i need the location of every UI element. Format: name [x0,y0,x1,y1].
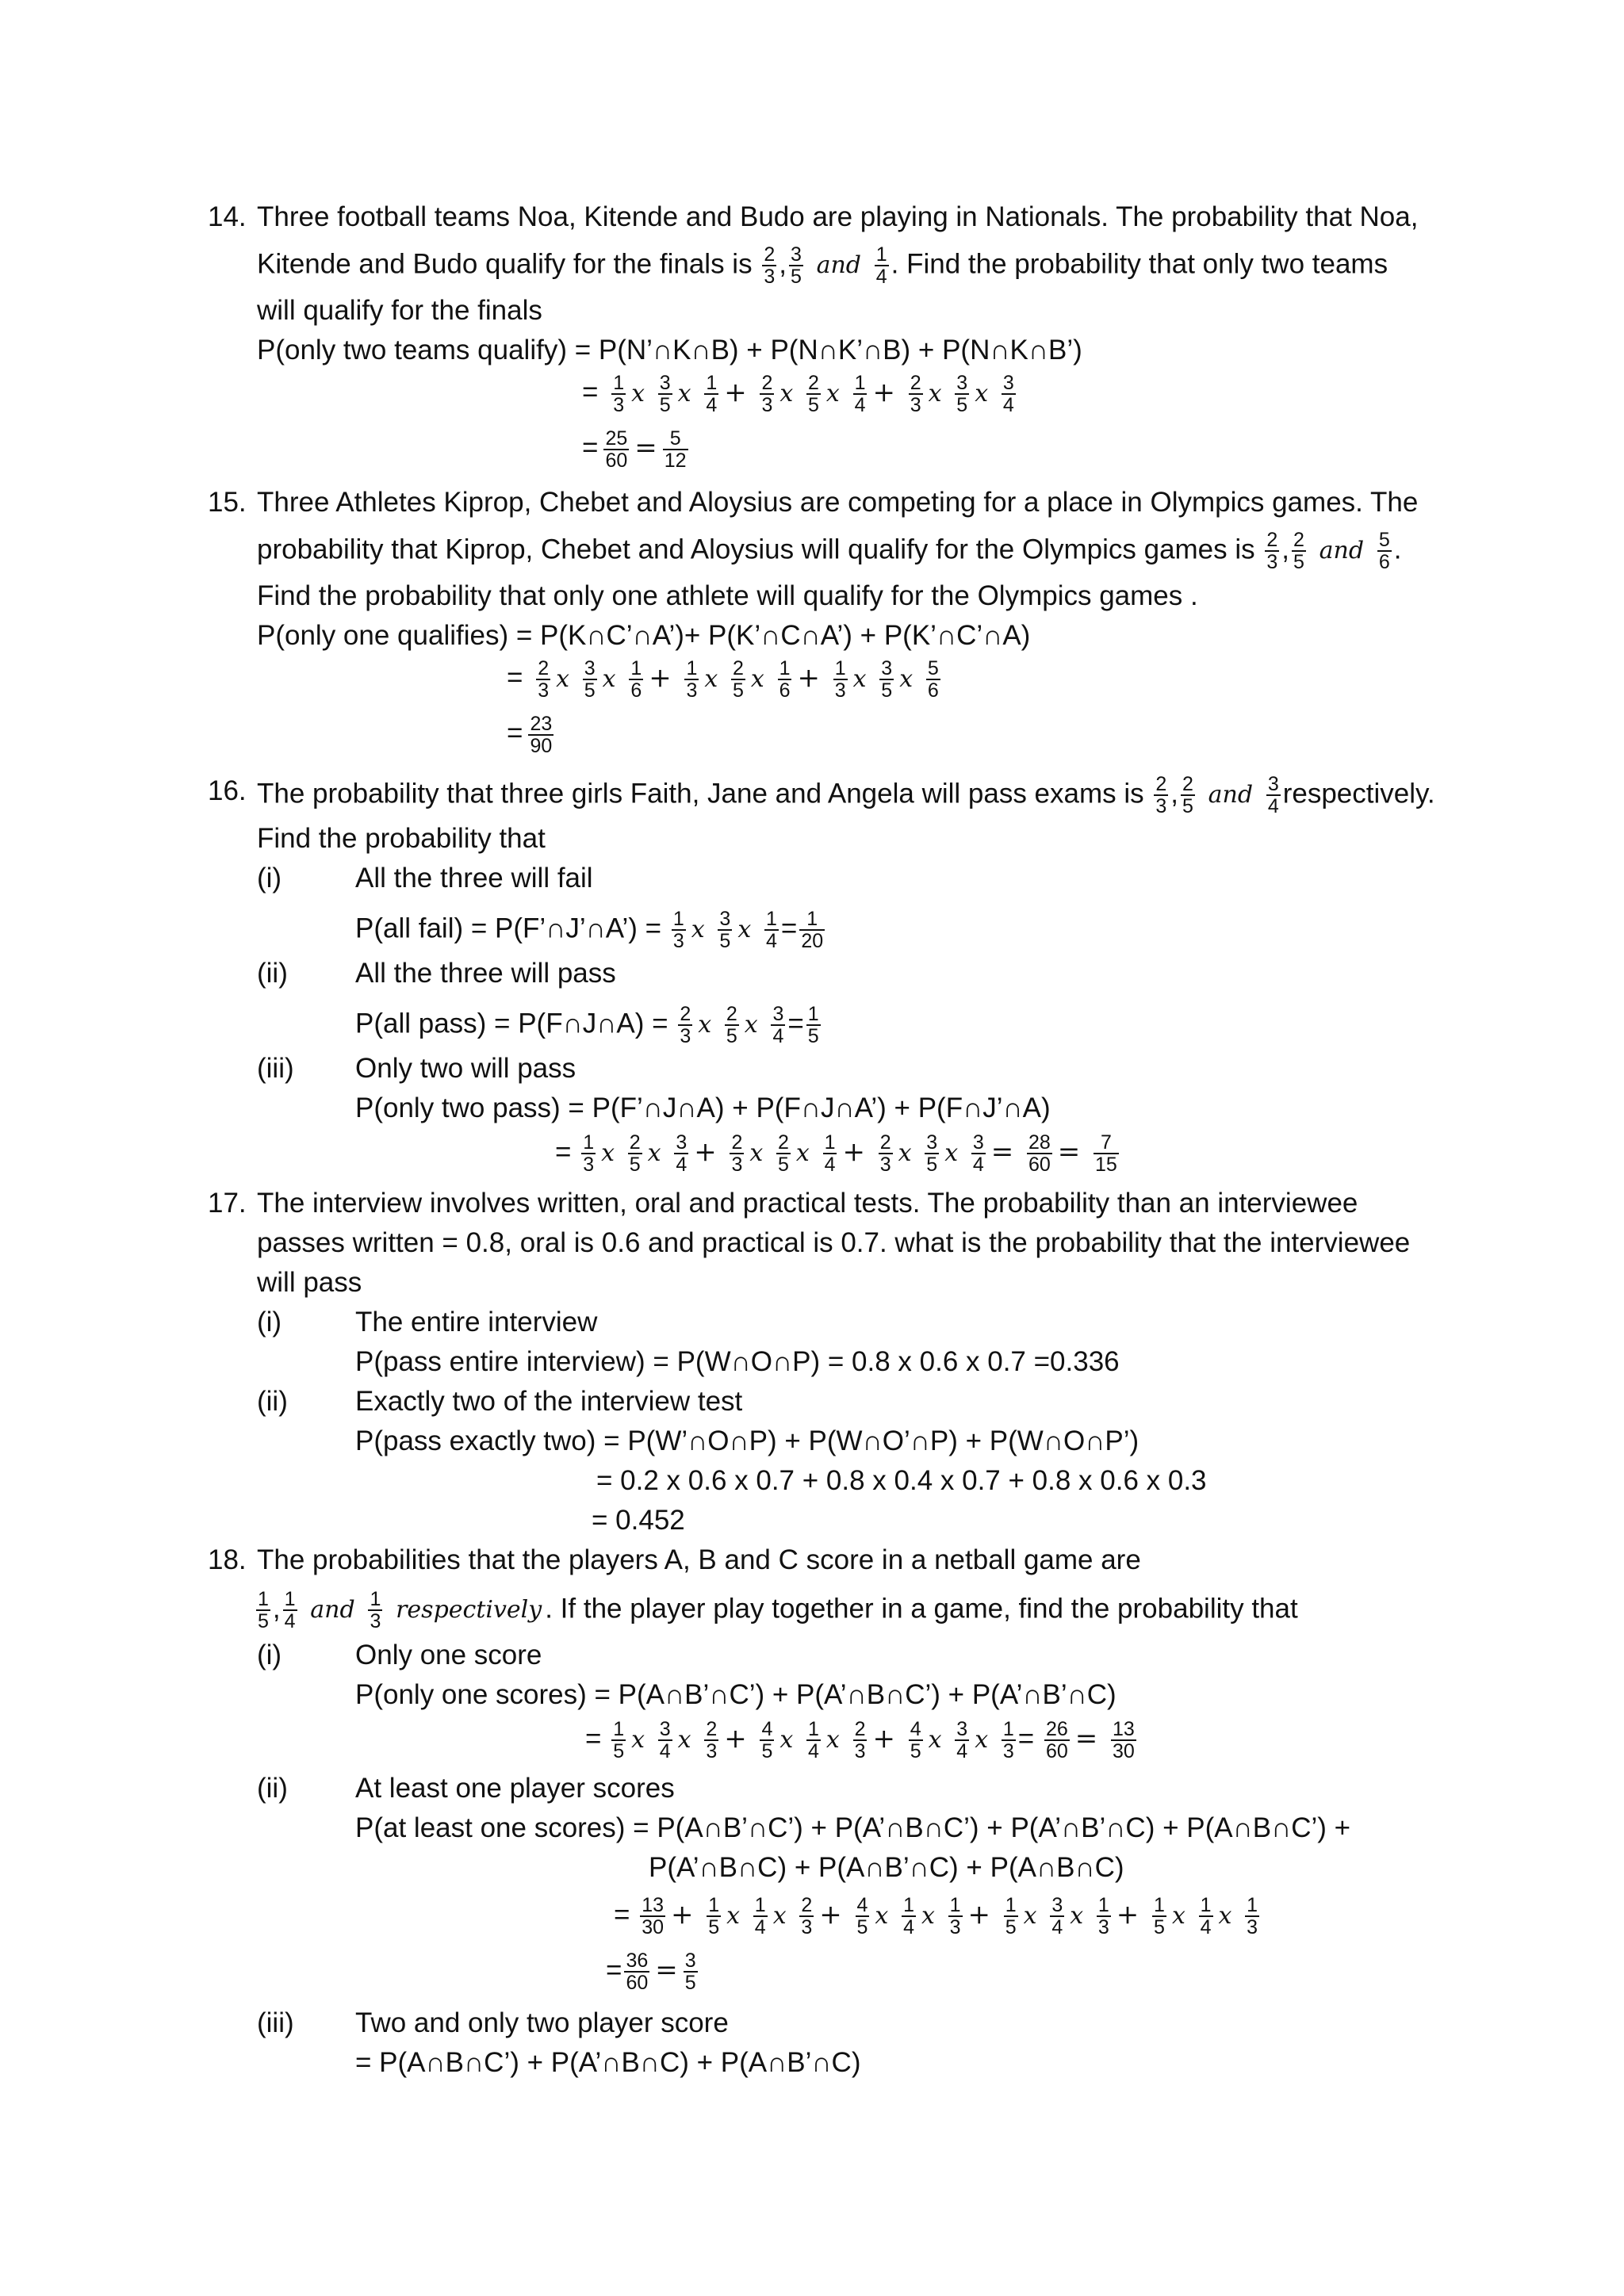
q14-line2: Kitende and Budo qualify for the finals is $\frac{2}{3}$ , $\frac{3}{5}$ and $\frac{1}{4}$ . Find the probability that only two teams [257,243,1388,288]
q18-iii-expr: = P(A∩B∩C’) + P(A’∩B∩C) + P(A∩B’∩C) [355,2047,861,2078]
q15-number: 15. [208,487,247,518]
q18-line1: The probabilities that the players A, B and C score in a netball game are [257,1544,1141,1575]
q17-ii-label: (ii) [257,1386,288,1417]
q18-iii-label: (iii) [257,2007,294,2038]
q16-line2: Find the probability that [257,823,546,854]
q16-i-text: All the three will fail [355,863,593,894]
q16-line1-text: The probability that three girls Faith, Jane and Angela will pass exams is [257,778,1144,809]
q16-number: 16. [208,775,247,806]
q18-i-text: Only one score [355,1640,542,1670]
q18-i-expr: P(only one scores) = P(A∩B’∩C’) + P(A’∩B∩C’) + P(A’∩B’∩C) [355,1679,1116,1710]
fraction: $\frac{2}{3}$ [764,243,776,288]
q16-iii-expr: P(only two pass) = P(F’∩J∩A) + P(F∩J∩A’) + P(F∩J’∩A) [355,1093,1051,1123]
q15-line2-text: probability that Kiprop, Chebet and Aloysius will qualify for the Olympics games is [257,534,1255,565]
q17-line1: The interview involves written, oral and practical tests. The probability than an interviewee [257,1188,1358,1219]
q16-iii-calc: = $\frac{1}{3}$ x $\frac{2}{5}$ x $\frac{3}{4}$ + $\frac{2}{3}$ x $\frac{2}{5}$ x $\frac{1}{4}$ + $\frac{2}{3}$ x $\frac{3}{5}$ x $\frac{3}{4}$ = $\frac{28}{60}$ = $\frac{7}{15}$ [555,1131,1117,1176]
q18-i-label: (i) [257,1640,282,1670]
q17-number: 17. [208,1188,247,1219]
q15-expr2: = $\frac{23}{90}$ [507,713,553,757]
fraction: $\frac{3}{5}$ [790,243,802,288]
q14-line1: Three football teams Noa, Kitende and Budo are playing in Nationals. The probability that Noa, [257,201,1419,232]
q16-i-label: (i) [257,863,282,894]
fraction: $\frac{1}{4}$ [875,243,887,288]
q16-ii-label: (ii) [257,958,288,989]
q17-i-label: (i) [257,1307,282,1337]
q14-line3: will qualify for the finals [257,295,542,326]
q16-i-expr: P(all fail) = P(F’∩J’∩A’) = $\frac{1}{3}$ x $\frac{3}{5}$ x $\frac{1}{4}$ = $\frac{1}{20}$ [355,908,824,952]
q17-ii-expr: P(pass exactly two) = P(W’∩O∩P) + P(W∩O’∩P) + P(W∩O∩P’) [355,1425,1139,1456]
q15-line1: Three Athletes Kiprop, Chebet and Aloysius are competing for a place in Olympics games. The [257,487,1419,518]
q18-iii-text: Two and only two player score [355,2007,729,2038]
q15-line3: Find the probability that only one athlete will qualify for the Olympics games . [257,580,1198,611]
q17-ii-text: Exactly two of the interview test [355,1386,743,1417]
q16-ii-expr: P(all pass) = P(F∩J∩A) = $\frac{2}{3}$ x $\frac{2}{5}$ x $\frac{3}{4}$ = $\frac{1}{5}$ [355,1003,819,1047]
q17-i-expr: P(pass entire interview) = P(W∩O∩P) = 0.8 x 0.6 x 0.7 =0.336 [355,1346,1120,1377]
q17-ii-line2: = 0.2 x 0.6 x 0.7 + 0.8 x 0.4 x 0.7 + 0.8 x 0.6 x 0.3 [596,1465,1207,1496]
q17-line3: will pass [257,1267,362,1298]
q18-ii-label: (ii) [257,1773,288,1804]
q17-i-text: The entire interview [355,1307,598,1337]
q14-expr1: = $\frac{1}{3}$ x $\frac{3}{5}$ x $\frac{1}{4}$ + $\frac{2}{3}$ x $\frac{2}{5}$ x $\frac{1}{4}$ + $\frac{2}{3}$ x $\frac{3}{5}$ x $\frac{3}{4}$ [582,372,1014,416]
q14-line2-text: Kitende and Budo qualify for the finals is [257,248,753,280]
q18-ii-expr: P(at least one scores) = P(A∩B’∩C’) + P(A’∩B∩C’) + P(A’∩B’∩C) + P(A∩B∩C’) + [355,1812,1351,1843]
q14-expr2: = $\frac{25}{60}$ = $\frac{5}{12}$ [582,427,687,472]
q16-ii-text: All the three will pass [355,958,616,989]
q18-ii-expr2: P(A’∩B∩C) + P(A∩B’∩C) + P(A∩B∩C) [649,1852,1124,1883]
q14-line2-end: . Find the probability that only two teams [891,248,1388,280]
q15-line2: probability that Kiprop, Chebet and Aloysius will qualify for the Olympics games is $\frac{2}{3}$ , $\frac{2}{5}$ and $\frac{5}{6}$ . [257,529,1402,573]
q18-i-calc: = $\frac{1}{5}$ x $\frac{3}{4}$ x $\frac{2}{3}$ + $\frac{4}{5}$ x $\frac{1}{4}$ x $\frac{2}{3}$ + $\frac{4}{5}$ x $\frac{3}{4}$ x $\frac{1}{3}$ = $\frac{26}{60}$ = $\frac{13}{30}$ [585,1718,1135,1762]
q15-expr1: = $\frac{2}{3}$ x $\frac{3}{5}$ x $\frac{1}{6}$ + $\frac{1}{3}$ x $\frac{2}{5}$ x $\frac{1}{6}$ + $\frac{1}{3}$ x $\frac{3}{5}$ x $\frac{5}{6}$ [507,657,939,702]
q15-line4: P(only one qualifies) = P(K∩C’∩A’)+ P(K’∩C∩A’) + P(K’∩C’∩A) [257,620,1031,651]
q18-ii-text: At least one player scores [355,1773,675,1804]
q16-iii-label: (iii) [257,1053,294,1084]
q18-number: 18. [208,1544,247,1575]
q18-line2: $\frac{1}{5}$ , $\frac{1}{4}$ and $\frac{1}{3}$ respectively . If the player play together in a game, find the probability that [258,1588,1298,1632]
q16-iii-text: Only two will pass [355,1053,576,1084]
q18-ii-result: = $\frac{36}{60}$ = $\frac{3}{5}$ [606,1950,696,1994]
q14-line4: P(only two teams qualify) = P(N’∩K∩B) + P(N∩K’∩B) + P(N∩K∩B’) [257,335,1082,365]
q14-number: 14. [208,201,247,232]
q17-ii-line3: = 0.452 [592,1505,685,1536]
q16-line1: The probability that three girls Faith, Jane and Angela will pass exams is $\frac{2}{3}$ , $\frac{2}{5}$ and $\frac{3}{4}$ respectively. [257,773,1435,817]
q17-line2: passes written = 0.8, oral is 0.6 and practical is 0.7. what is the probability that the interviewee [257,1227,1411,1258]
q18-ii-calc: = $\frac{13}{30}$ + $\frac{1}{5}$ x $\frac{1}{4}$ x $\frac{2}{3}$ + $\frac{4}{5}$ x $\frac{1}{4}$ x $\frac{1}{3}$ + $\frac{1}{5}$ x $\frac{3}{4}$ x $\frac{1}{3}$ + $\frac{1}{5}$ x $\frac{1}{4}$ x $\frac{1}{3}$ [614,1894,1258,1938]
